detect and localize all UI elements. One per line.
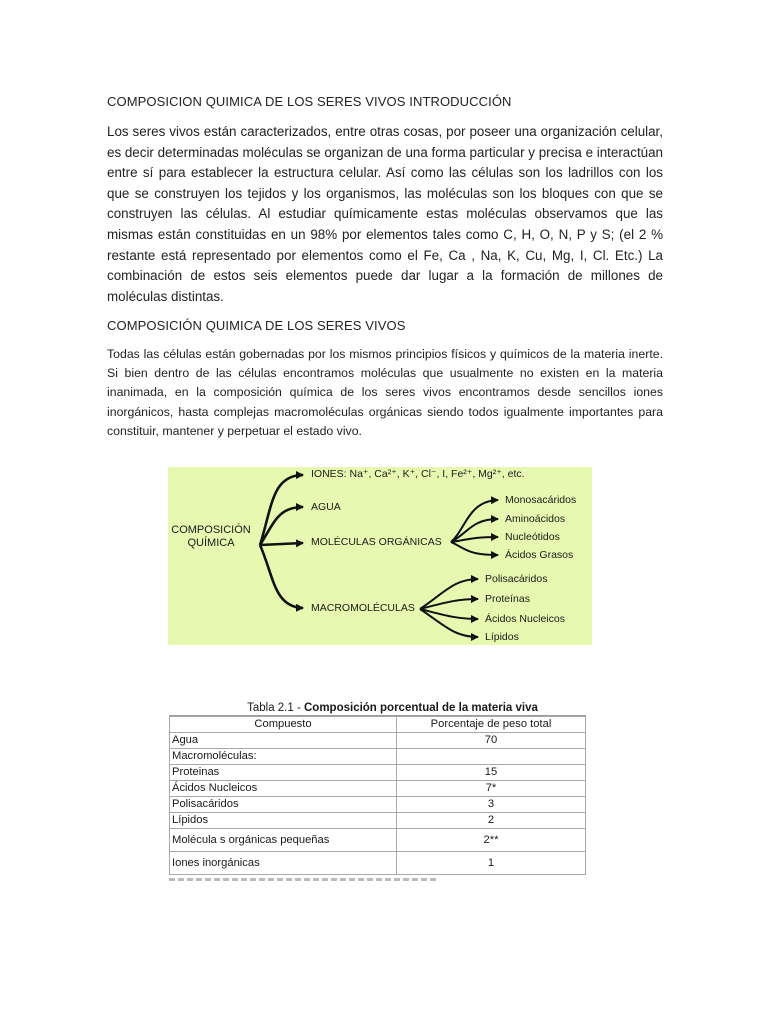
table-header-row [170,717,586,733]
row-name: Agua [170,733,397,749]
composition-paragraph: Todas las células están gobernadas por los mismos principios físicos y químicos de la materia inerte. Si bien dentro de las células encontramos moléculas que usualmente no existen en la materia inanimada, en la composición química de los seres vivos encontramos desde sencillos iones inorgánicos, hasta complejas macromoléculas orgánicas siendo todos igualmente importantes para constituir, mantener y perpetuar el estado vivo. [107,347,663,438]
caption-prefix: Tabla 2.1 - [247,702,304,714]
row-value: 15 [397,765,586,781]
col-header-compuesto: Compuesto [170,717,397,733]
row-name: Macromoléculas: [170,749,397,765]
section-heading-composition: COMPOSICIÓN QUIMICA DE LOS SERES VIVOS [107,318,406,333]
intro-paragraph: Los seres vivos están caracterizados, entre otras cosas, por poseer una organización celular, es decir determinadas moléculas se organizan de una forma particular y precisa e interactúan entre sí para establecer la estructura celular. Así como las células son los ladrillos con los que se construyen los tejidos y los organismos, las moléculas son los bloques con que se construyen las células. Al estudiar químicamente estas moléculas observamos que las mismas están constituidas en un 98% por elementos tales como C, H, O, N, P y S; (el 2 % restante está representado por elementos como el Fe, Ca , Na, K, Cu, Mg, I, Cl. Etc.) La combinación de estos seis elementos puede dar lugar a la formación de millones de moléculas distintas. [107,124,664,304]
table-caption [169,700,586,716]
caption-title: Composición porcentual de la materia viva [304,702,538,714]
table-footnote-line [169,878,439,881]
label-organicas: MOLÉCULAS ORGÁNICAS [311,536,442,548]
root-line-1: COMPOSICIÓN [171,524,251,536]
row-value: 1 [397,852,586,875]
row-value: 3 [397,797,586,813]
table-row [170,781,586,797]
composition-diagram [168,467,592,645]
table-row [170,733,586,749]
label-acidos-grasos: Ácidos Grasos [505,549,574,561]
row-name: Polisacáridos [170,797,397,813]
label-proteinas: Proteínas [485,593,530,605]
row-value: 70 [397,733,586,749]
label-lipidos: Lípidos [485,631,519,643]
table-grid [169,716,586,875]
label-nucleotidos: Nucleótidos [505,531,560,543]
label-macro: MACROMOLÉCULAS [311,602,415,614]
table-row [170,765,586,781]
row-value: 2 [397,813,586,829]
row-name: Lípidos [170,813,397,829]
label-agua: AGUA [311,501,341,513]
composition-table [169,700,586,881]
table-row [170,749,586,765]
label-polisacaridos: Polisacáridos [485,573,548,585]
row-value: 2** [397,829,586,852]
row-name: Molécula s orgánicas pequeñas [170,829,397,852]
table-row [170,797,586,813]
row-name: Ácidos Nucleicos [170,781,397,797]
table-row [170,852,586,875]
arrow-macro [260,545,303,608]
label-acidos-nucleicos: Ácidos Nucleicos [485,613,565,625]
label-monosacaridos: Monosacáridos [505,494,577,506]
label-iones: IONES: Na⁺, Ca²⁺, K⁺, Cl⁻, I, Fe²⁺, Mg²⁺, etc. [311,468,525,480]
label-aminoacidos: Aminoácidos [505,513,566,525]
root-line-2: QUÍMICA [187,537,235,549]
row-name: Proteinas [170,765,397,781]
row-value: 7* [397,781,586,797]
table-row [170,829,586,852]
arrow-organicas [260,543,303,545]
section-heading-intro: COMPOSICION QUIMICA DE LOS SERES VIVOS INTRODUCCIÓN [107,94,512,109]
diagram-root [168,524,254,550]
table-row [170,813,586,829]
row-value [397,749,586,765]
row-name: Iones inorgánicas [170,852,397,875]
col-header-porcentaje: Porcentaje de peso total [397,717,586,733]
